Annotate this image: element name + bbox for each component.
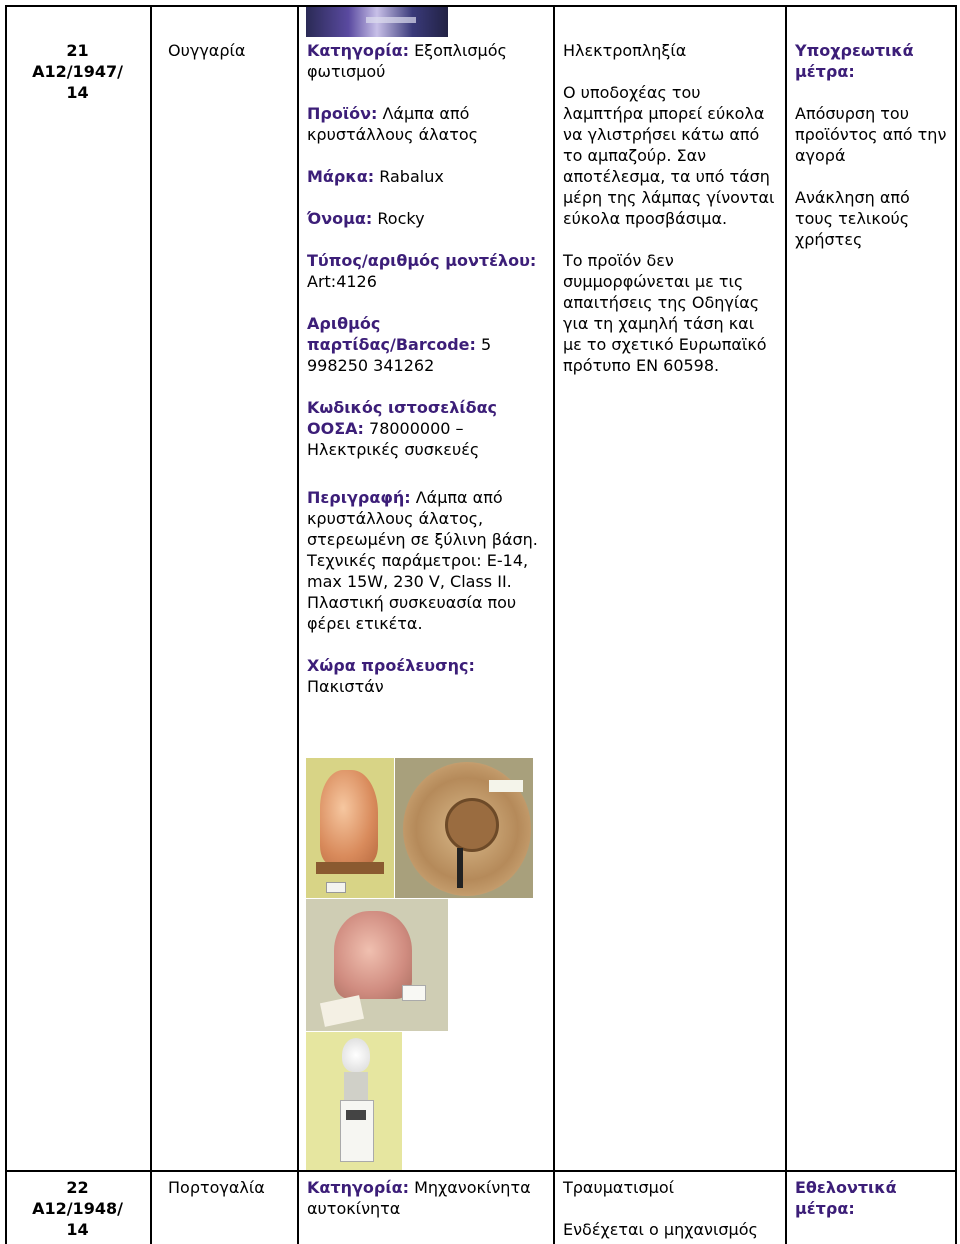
origin-label: Χώρα προέλευσης: bbox=[307, 656, 475, 675]
previous-product-photo bbox=[306, 7, 448, 37]
entry-number: 21 bbox=[66, 41, 89, 60]
brand-line bbox=[307, 166, 545, 187]
table-border-left bbox=[5, 5, 7, 1244]
description-value: Λάμπα από κρυστάλλους άλατος, στερεωμένη σε ξύλινη βάση. Τεχνικές παράμετροι: E-14, max 15W, 230 V, Class II. Πλαστική συσκευασία που φέρει ετικέτα. bbox=[307, 488, 538, 633]
category-value: Εξοπλισμός φωτισμού bbox=[307, 41, 507, 81]
model-line bbox=[307, 250, 545, 292]
risk-cell bbox=[563, 40, 778, 376]
oosa-line bbox=[307, 397, 545, 460]
category-label: Κατηγορία: bbox=[307, 1178, 409, 1197]
measure-recall: Ανάκληση από τους τελικούς χρήστες bbox=[795, 188, 910, 249]
table-divider-1 bbox=[150, 5, 152, 1244]
risk-description: Ενδέχεται ο μηχανισμός bbox=[563, 1220, 758, 1239]
row-number-22 bbox=[7, 1177, 148, 1240]
risk-compliance: Το προϊόν δεν συμμορφώνεται με τις απαιτήσεις της Οδηγίας για τη χαμηλή τάση και με το σχετικό Ευρωπαϊκό πρότυπο EN 60598. bbox=[563, 251, 767, 375]
barcode-label: Αριθμός παρτίδας/Barcode: bbox=[307, 314, 476, 354]
category-value: Μηχανοκίνητα αυτοκίνητα bbox=[307, 1178, 531, 1218]
category-label: Κατηγορία: bbox=[307, 41, 409, 60]
measures-cell bbox=[795, 40, 950, 250]
entry-code-suffix: 14 bbox=[66, 1220, 89, 1239]
measures-label: Εθελοντικά μέτρα: bbox=[795, 1178, 897, 1218]
risk-cell-22 bbox=[563, 1177, 778, 1240]
origin-value: Πακιστάν bbox=[307, 677, 384, 696]
table-border-top bbox=[5, 5, 957, 7]
country-cell bbox=[168, 40, 293, 61]
country: Πορτογαλία bbox=[168, 1178, 265, 1197]
origin-line bbox=[307, 655, 545, 697]
barcode-value: 5 998250 341262 bbox=[307, 335, 492, 375]
entry-code-suffix: 14 bbox=[66, 83, 89, 102]
entry-code: A12/1948/ bbox=[32, 1199, 123, 1218]
category-line bbox=[307, 1177, 547, 1219]
oosa-label: Κωδικός ιστοσελίδας ΟΟΣΑ: bbox=[307, 398, 498, 438]
table-divider-2 bbox=[297, 5, 299, 1244]
row-separator bbox=[5, 1170, 957, 1172]
product-line bbox=[307, 103, 545, 145]
model-label: Τύπος/αριθμός μοντέλου: bbox=[307, 251, 537, 270]
entry-code: A12/1947/ bbox=[32, 62, 123, 81]
row-number bbox=[7, 40, 148, 103]
barcode-line bbox=[307, 313, 545, 376]
product-value: Λάμπα από κρυστάλλους άλατος bbox=[307, 104, 478, 144]
brand-label: Μάρκα: bbox=[307, 167, 375, 186]
product-photo-lamp-base bbox=[395, 758, 533, 898]
product-photo-packaging bbox=[306, 899, 448, 1031]
risk-type: Ηλεκτροπληξία bbox=[563, 41, 687, 60]
table-divider-3 bbox=[553, 5, 555, 1244]
country-cell-22 bbox=[168, 1177, 293, 1198]
name-line bbox=[307, 208, 545, 229]
country: Ουγγαρία bbox=[168, 41, 246, 60]
measures-cell-22 bbox=[795, 1177, 950, 1219]
brand-value: Rabalux bbox=[379, 167, 444, 186]
product-photo-bulb-socket bbox=[306, 1032, 402, 1170]
name-value: Rocky bbox=[377, 209, 425, 228]
description-line bbox=[307, 487, 545, 634]
product-cell bbox=[307, 40, 545, 697]
model-value: Art:4126 bbox=[307, 272, 377, 291]
oosa-value: 78000000 – Ηλεκτρικές συσκευές bbox=[307, 419, 480, 459]
product-label: Προϊόν: bbox=[307, 104, 378, 123]
measures-label: Υποχρεωτικά μέτρα: bbox=[795, 41, 914, 81]
entry-number: 22 bbox=[66, 1178, 89, 1197]
category-line bbox=[307, 40, 545, 82]
name-label: Όνομα: bbox=[307, 209, 373, 228]
table-border-right bbox=[955, 5, 957, 1244]
table-divider-4 bbox=[785, 5, 787, 1244]
risk-description: Ο υποδοχέας του λαμπτήρα μπορεί εύκολα να γλιστρήσει κάτω από το αμπαζούρ. Σαν αποτέλεσμα, τα υπό τάση μέρη της λάμπας γίνονται εύκολα προσβάσιμα. bbox=[563, 83, 775, 228]
risk-type: Τραυματισμοί bbox=[563, 1178, 675, 1197]
measure-withdrawal: Απόσυρση του προϊόντος από την αγορά bbox=[795, 104, 947, 165]
product-photo-salt-lamp bbox=[306, 758, 394, 898]
product-cell-22 bbox=[307, 1177, 547, 1219]
description-label: Περιγραφή: bbox=[307, 488, 411, 507]
